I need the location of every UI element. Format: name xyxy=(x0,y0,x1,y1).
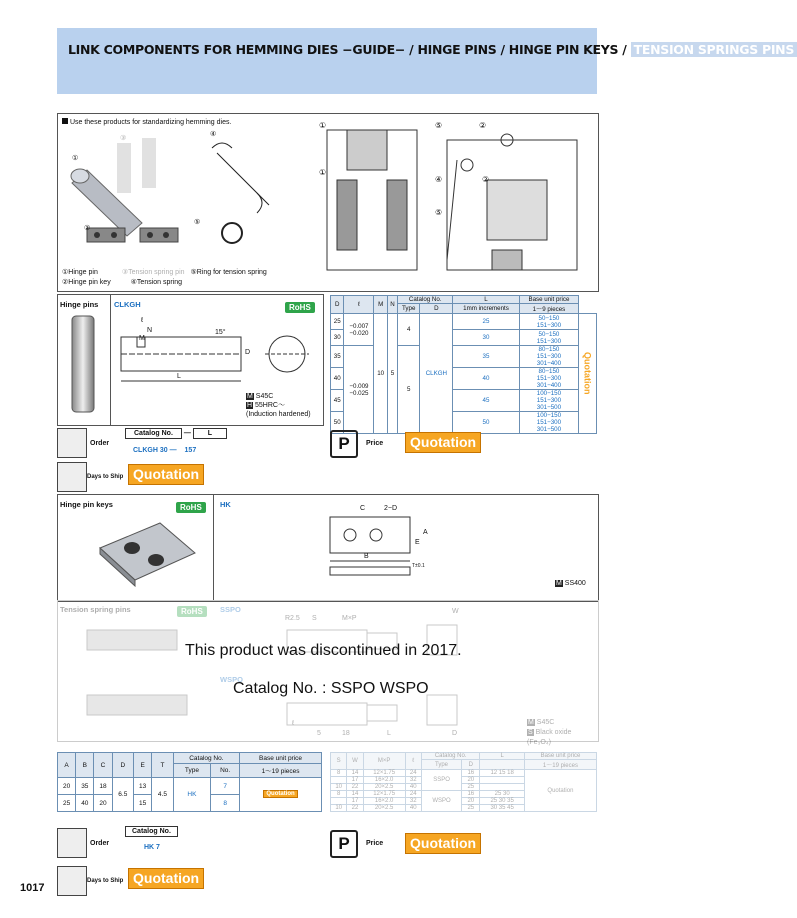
table-row: 17 16×2.0 32 20 xyxy=(331,777,597,784)
svg-text:⑤: ⑤ xyxy=(435,208,443,217)
legend-hinge-pin-key: ②Hinge pin key xyxy=(62,279,111,286)
days-quotation-2: Quotation xyxy=(128,868,204,889)
hardness-icon: H xyxy=(247,402,253,409)
hinge-pin-material: M S45C H 55HRC〜 (Induction hardened) xyxy=(246,393,311,418)
page-title xyxy=(68,42,797,57)
discontinued-message: This product was discontinued in 2017. xyxy=(185,642,462,659)
price-icon: P xyxy=(330,430,358,458)
svg-text:①: ① xyxy=(319,121,327,130)
hinge-keys-label: Hinge pin keys xyxy=(60,500,113,509)
order-label: Order xyxy=(90,440,110,447)
price-quotation-1: Quotation xyxy=(405,432,481,453)
legend-tension-spring-pin: ③Tension spring pin xyxy=(121,269,185,276)
hinge-pin-photo xyxy=(68,312,98,417)
price-label-2: Price xyxy=(366,840,384,847)
svg-text:②: ② xyxy=(479,121,487,130)
table-row: 17 16×2.0 32 20 25 30 35 xyxy=(331,798,597,805)
hemming-die-illustration xyxy=(307,120,592,280)
hinge-key-photo xyxy=(90,518,200,588)
page-number: 1017 xyxy=(20,882,45,894)
legend-tension-spring: ④Tension spring xyxy=(130,279,183,286)
discontinued-content: Tension spring pins RoHS SSPO WSPO R2.5 S M×P W ℓ D 5 18 L M S45C S Black oxide (Fe₃O₄) xyxy=(60,605,572,746)
intro-legend xyxy=(62,268,267,288)
discontinued-catalog: Catalog No. : SSPO WSPO xyxy=(233,680,429,697)
intro-numbers: ① ② ③ ④ ⑤ xyxy=(72,131,217,232)
days-to-ship-label: Days to Ship xyxy=(87,474,124,480)
price-icon-2: P xyxy=(330,830,358,858)
hinge-pin-spec-table: D ℓ M N Catalog No. L Base unit price Type D 1mm increments 1〜9 pieces 25 −0.007 −0.020 10 5 4 CLKGH 25 50−150 151−300 Quotation 30 30 50−150 151−300 35 −0.009 −0.025 5 35 80−150 151−300 301−400 40 40 80−150 151−300 301−400 45 45 100−150 151−300 301−500 50 50 100−150 151−300 301−500 xyxy=(330,295,597,434)
table-row: 10 22 20×2.5 40 25 xyxy=(331,784,597,791)
quotation-vertical: Quotation xyxy=(579,314,597,434)
hk-spec-table: A B C D E T Catalog No. Base unit price Type No. 1〜19 pieces 20 35 18 6.5 13 4.5 HK 7 Quotation 25 40 20 15 8 xyxy=(57,752,322,812)
table-row: 8 14 12×1.75 24 WSPO 16 25 30 xyxy=(331,791,597,798)
svg-text:①: ① xyxy=(319,168,327,177)
order-icon-2 xyxy=(57,828,87,858)
order-catalog-row: Catalog No. — L xyxy=(125,430,227,437)
price-label: Price xyxy=(366,440,384,447)
hinge-pins-label: Hinge pins xyxy=(60,300,99,309)
title-main: LINK COMPONENTS FOR HEMMING DIES −GUIDE− / HINGE PINS / HINGE PIN KEYS / xyxy=(68,42,627,57)
svg-text:⑤: ⑤ xyxy=(435,121,443,130)
intro-note: Use these products for standardizing hemming dies. xyxy=(62,118,231,126)
price-quotation-2: Quotation xyxy=(405,833,481,854)
title-faded: TENSION SPRINGS PINS xyxy=(631,42,797,57)
tension-pins-label: Tension spring pins xyxy=(60,605,131,614)
sspo-spec-table: S W M×P ℓ Catalog No. L Base unit price Type D 1〜19 pieces 8 14 12×1.75 24 SSPO 16 12 15 18 Quotation 17 16×2.0 32 20 10 22 20×2.5 40 25 8 14 12×1.75 24 WSPO 16 25 30 17 16×2.0 32 20 25 30 35 10 22 20×2.5 40 25 30 35 45 xyxy=(330,752,597,812)
days-quotation-1: Quotation xyxy=(128,464,204,485)
hinge-pins-code: CLKGH xyxy=(114,300,141,309)
table-row: 10 22 20×2.5 40 25 30 35 45 xyxy=(331,805,597,812)
header-band xyxy=(57,28,597,94)
legend-ring: ⑤Ring for tension spring xyxy=(190,269,267,276)
order-label-2: Order xyxy=(90,840,110,847)
hinge-key-dims: C 2−D A E B T±0.1 xyxy=(360,505,428,569)
days-to-ship-label-2: Days to Ship xyxy=(87,878,124,884)
table-row: 8 14 12×1.75 24 SSPO 16 12 15 18 Quotation xyxy=(331,770,597,777)
material-icon: M xyxy=(247,393,253,400)
days-to-ship-icon-2 xyxy=(57,866,87,896)
rohs-badge-hinge-pins: RoHS xyxy=(285,302,315,313)
order-example: CLKGH 30 — 157 xyxy=(133,447,197,454)
legend-hinge-pin: ①Hinge pin xyxy=(62,269,98,276)
order-icon xyxy=(57,428,87,458)
rohs-badge-hinge-keys: RoHS xyxy=(176,502,206,513)
hinge-keys-code: HK xyxy=(220,500,231,509)
order-catalog-2: Catalog No. xyxy=(125,828,178,835)
svg-text:④: ④ xyxy=(435,175,443,184)
hk-quotation: Quotation xyxy=(263,790,297,798)
hinge-key-material: M SS400 xyxy=(556,580,586,587)
table-row: 25 40 20 15 8 xyxy=(58,795,322,812)
order-example-2: HK 7 xyxy=(144,844,160,851)
svg-text:②: ② xyxy=(482,175,490,184)
hinge-pin-dims: ℓ N M 15° D L xyxy=(139,317,251,380)
table-row: 20 35 18 6.5 13 4.5 HK 7 Quotation xyxy=(58,778,322,795)
days-to-ship-icon xyxy=(57,462,87,492)
